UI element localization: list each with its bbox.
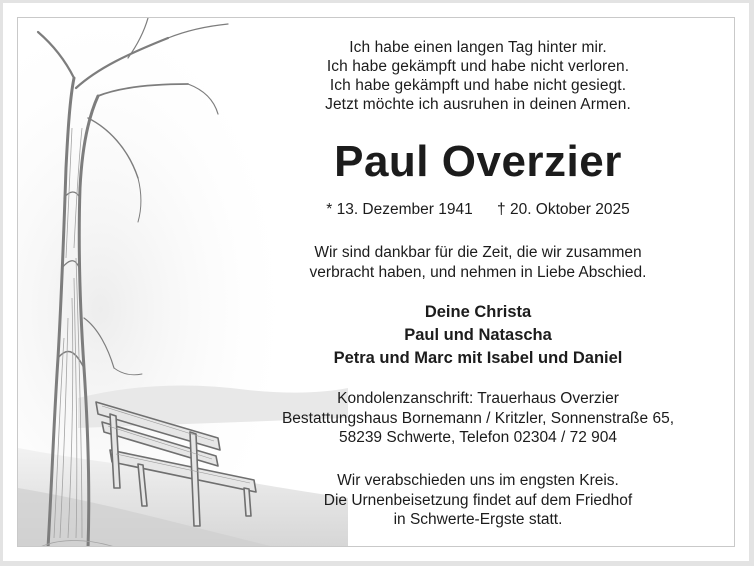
poem-line: Ich habe gekämpft und habe nicht gesiegt. (329, 77, 627, 94)
obituary-notice (17, 17, 735, 547)
deceased-name: Paul Overzier (334, 137, 622, 186)
condolence-address (228, 389, 728, 448)
mourner-line: Petra und Marc mit Isabel und Daniel (333, 349, 623, 367)
address-line: Kondolenzanschrift: Trauerhaus Overzier (337, 390, 619, 407)
mourner-line: Paul und Natascha (404, 326, 552, 344)
poem (228, 38, 728, 114)
address-line: 58239 Schwerte, Telefon 02304 / 72 904 (338, 429, 618, 446)
death-date: † 20. Oktober 2025 (497, 201, 630, 218)
birth-date: * 13. Dezember 1941 (326, 201, 473, 218)
thanks-text (228, 243, 728, 283)
address-line: Bestattungshaus Bornemann / Kritzler, Sonnenstraße 65, (281, 409, 675, 427)
funeral-line: Wir verabschieden uns im engsten Kreis. (337, 472, 619, 489)
thanks-line: verbracht haben, und nehmen in Liebe Abschied. (309, 264, 647, 281)
mourner-line: Deine Christa (424, 303, 532, 321)
funeral-line: in Schwerte-Ergste statt. (393, 511, 563, 528)
thanks-line: Wir sind dankbar für die Zeit, die wir zusammen (314, 244, 642, 261)
life-dates (228, 200, 728, 220)
poem-line: Jetzt möchte ich ausruhen in deinen Armen. (325, 96, 631, 113)
mourners (228, 301, 728, 370)
funeral-info (228, 471, 728, 530)
poem-line: Ich habe einen langen Tag hinter mir. (349, 39, 607, 56)
funeral-line: Die Urnenbeisetzung findet auf dem Friedhof (323, 491, 633, 509)
notice-frame (3, 3, 749, 561)
poem-line: Ich habe gekämpft und habe nicht verloren. (326, 58, 630, 75)
